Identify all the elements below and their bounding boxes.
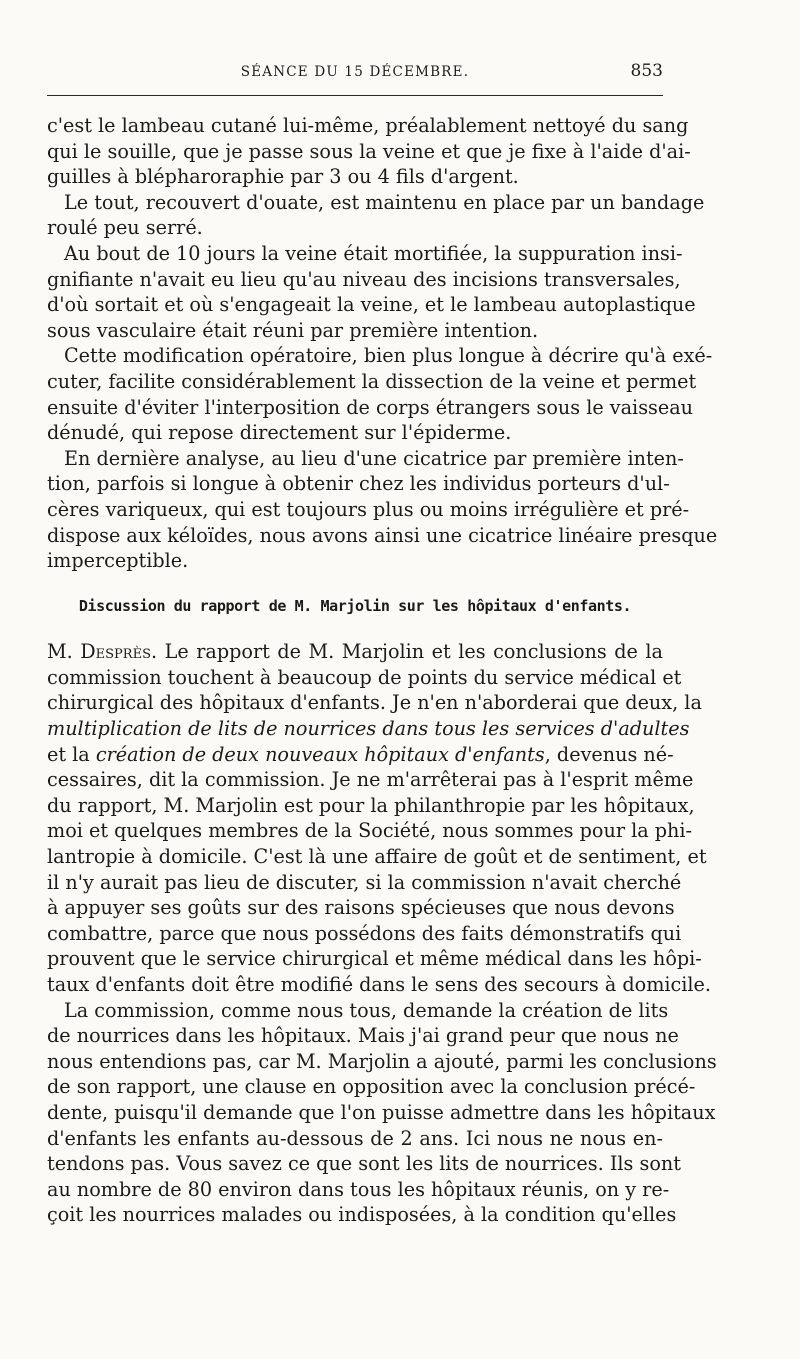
text-line: tion, parfois si longue à obtenir chez les individus porteurs d'ul- [47, 472, 670, 496]
header-rule [47, 95, 663, 96]
text-line: chirurgical des hôpitaux d'enfants. Je n'en n'aborderai que deux, la [47, 691, 702, 715]
text-line: au nombre de 80 environ dans tous les hôpitaux réunis, on y re- [47, 1177, 670, 1201]
body-text [47, 113, 718, 1228]
text-line: cuter, facilite considérablement la dissection de la veine et permet [47, 369, 697, 393]
text-line: çoit les nourrices malades ou indisposées, à la condition qu'elles [47, 1203, 677, 1227]
text-run: . Le rapport de M. Marjolin et les conclusions de la [150, 640, 663, 664]
text-line: lantropie à domicile. C'est là une affaire de goût et de sentiment, et [47, 845, 707, 869]
text-line: prouvent que le service chirurgical et même médical dans les hôpi- [47, 947, 702, 971]
text-line: d'enfants les enfants au-dessous de 2 ans. Ici nous ne nous en- [47, 1126, 663, 1150]
text-line: Cette modification opératoire, bien plus longue à décrire qu'à exé- [64, 344, 713, 368]
paragraph [47, 190, 705, 241]
text-line: qui le souille, que je passe sous la veine et que je fixe à l'aide d'ai- [47, 139, 691, 163]
text-line: taux d'enfants doit être modifié dans le sens des secours à domicile. [47, 973, 712, 996]
running-title: SÉANCE DU 15 DÉCEMBRE. [240, 64, 470, 80]
text-line: cères variqueux, qui est toujours plus ou moins irrégulière et pré- [47, 497, 690, 521]
text-line: La commission, comme nous tous, demande la création de lits [64, 998, 669, 1022]
text-line: dente, puisqu'il demande que l'on puisse admettre dans les hôpitaux [47, 1100, 716, 1124]
text-line: combattre, parce que nous possédons des faits démonstratifs qui [47, 921, 682, 945]
text-line: guilles à blépharoraphie par 3 ou 4 fils d'argent. [47, 165, 519, 189]
paragraph [47, 343, 713, 445]
text-line: sous vasculaire était réuni par première intention. [47, 318, 539, 342]
text-line: à appuyer ses goûts sur des raisons spécieuses que nous devons [47, 896, 675, 920]
text-line: ensuite d'éviter l'interposition de corps étrangers sous le vaisseau [47, 395, 694, 419]
text-run: et la [47, 742, 96, 766]
text-line: roulé peu serré. [47, 216, 203, 240]
text-line: tendons pas. Vous savez ce que sont les lits de nourrices. Ils sont [47, 1152, 681, 1176]
text-line: c'est le lambeau cutané lui-même, préalablement nettoyé du sang [47, 114, 689, 137]
text-line-italic: multiplication de lits de nourrices dans tous les services d'adultes [47, 717, 690, 741]
italic-run: création de deux nouveaux hôpitaux d'enfants [95, 742, 545, 766]
text-line: d'où sortait et où s'engageait la veine, et le lambeau autoplastique [47, 293, 696, 317]
text-line: de nourrices dans les hôpitaux. Mais j'ai grand peur que nous ne [47, 1024, 679, 1048]
running-header [47, 60, 663, 90]
speaker-prefix: M. [47, 640, 81, 664]
text-line: Au bout de 10 jours la veine était mortifiée, la suppuration insi- [64, 241, 683, 265]
speaker-name: Desprès [80, 640, 151, 664]
paragraph [47, 998, 717, 1228]
text-line: du rapport, M. Marjolin est pour la philanthropie par les hôpitaux, [47, 793, 695, 817]
text-line: cessaires, dit la commission. Je ne m'arrêterai pas à l'esprit même [47, 768, 694, 792]
text-line: moi et quelques membres de la Société, nous sommes pour la phi- [47, 819, 693, 843]
text-line [47, 639, 663, 665]
text-line: nous entendions pas, car M. Marjolin a ajouté, parmi les conclusions [47, 1049, 717, 1073]
text-line: dispose aux kéloïdes, nous avons ainsi une cicatrice linéaire presque [47, 523, 718, 547]
paragraph [47, 241, 696, 343]
text-line [47, 742, 674, 768]
text-line: dénudé, qui repose directement sur l'épiderme. [47, 421, 512, 445]
paragraph-despres [47, 639, 712, 997]
text-line: Le tout, recouvert d'ouate, est maintenu en place par un bandage [64, 190, 705, 214]
text-line: de son rapport, une clause en opposition avec la conclusion précé- [47, 1075, 696, 1099]
text-run: , devenus né- [544, 742, 674, 766]
text-line: imperceptible. [47, 549, 189, 573]
paragraph [47, 113, 691, 190]
text-line: commission touchent à beaucoup de points du service médical et [47, 665, 682, 689]
text-line: En dernière analyse, au lieu d'une cicatrice par première inten- [64, 446, 684, 470]
text-line: gnifiante n'avait eu lieu qu'au niveau des incisions transversales, [47, 267, 681, 291]
text-line: il n'y aurait pas lieu de discuter, si la commission n'avait cherché [47, 870, 682, 894]
page-number: 853 [630, 61, 663, 81]
paragraph [47, 446, 718, 574]
section-heading: Discussion du rapport de M. Marjolin sur les hôpitaux d'enfants. [78, 596, 632, 615]
